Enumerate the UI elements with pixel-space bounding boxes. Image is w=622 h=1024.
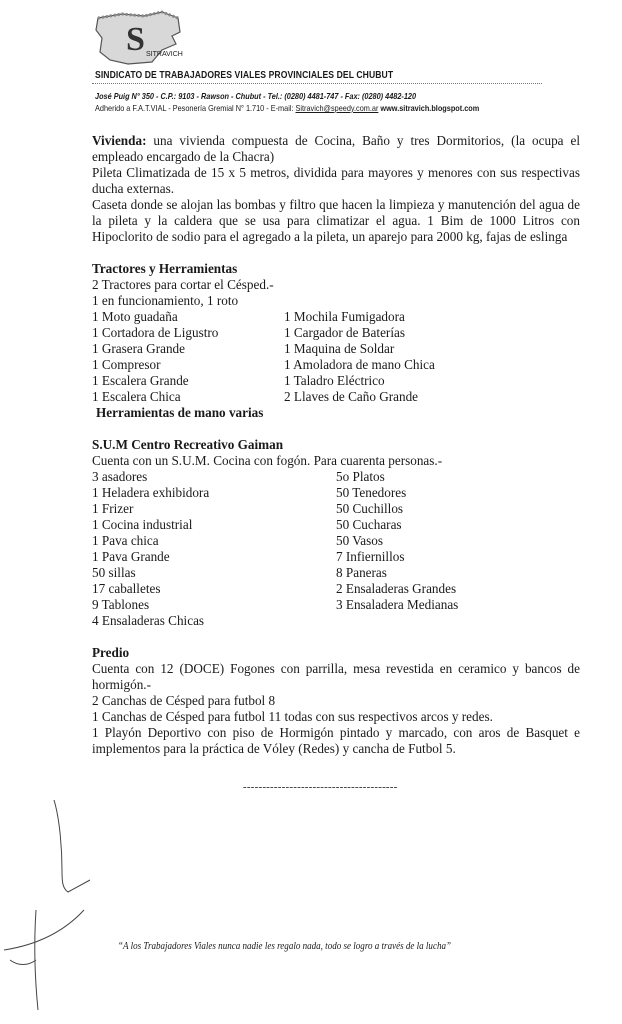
hand-tools-heading: Herramientas de mano varias <box>96 405 264 420</box>
inventory-row <box>92 533 580 549</box>
tool-row <box>92 325 580 341</box>
tool-row <box>92 341 580 357</box>
tool-row <box>92 389 580 405</box>
inventory-row <box>92 581 580 597</box>
tool-row-right: 1 Amoladora de mano Chica <box>284 357 435 372</box>
header-divider <box>92 83 542 84</box>
tractores-line: 2 Tractores para cortar el Césped.- <box>92 277 274 292</box>
adherido-text: Adherido a F.A.T.VIAL - Pesonería Gremial N° 1.710 - E-mail: <box>95 103 294 113</box>
tractores-status: 1 en funcionamiento, 1 roto <box>92 293 239 308</box>
inventory-row-right: 50 Cuchillos <box>336 501 404 516</box>
inventory-row-right: 5o Platos <box>336 469 385 484</box>
fogones-paragraph: Cuenta con 12 (DOCE) Fogones con parrilla, mesa revestida en ceramico y bancos de hormigón.- <box>92 661 580 692</box>
signature-icon <box>0 760 140 1024</box>
tool-row-left: 1 Grasera Grande <box>92 341 185 356</box>
inventory-row-left: 3 asadores <box>92 469 148 484</box>
inventory-row <box>92 565 580 581</box>
inventory-row-right: 7 Infiernillos <box>336 549 405 564</box>
tool-row-left: 1 Moto guadaña <box>92 309 178 324</box>
tool-row-right: 2 Llaves de Caño Grande <box>284 389 419 404</box>
pileta-paragraph: Pileta Climatizada de 15 x 5 metros, dividida para mayores y menores con sus respectivas ducha externas. <box>92 165 580 196</box>
logo-letter: S <box>126 21 145 58</box>
inventory-row-right: 2 Ensaladeras Grandes <box>336 581 457 596</box>
inventory-row-left: 17 caballetes <box>92 581 161 596</box>
inventory-row-left: 9 Tablones <box>92 597 150 612</box>
inventory-row <box>92 469 580 485</box>
sum-heading: S.U.M Centro Recreativo Gaiman <box>92 437 284 452</box>
union-motto: “A los Trabajadores Viales nunca nadie les regalo nada, todo se logro a través de la lucha” <box>118 941 452 952</box>
tool-row-left: 1 Escalera Grande <box>92 373 189 388</box>
tractores-heading: Tractores y Herramientas <box>92 261 238 276</box>
tool-row-left: 1 Escalera Chica <box>92 389 181 404</box>
document-body <box>92 133 580 757</box>
union-logo <box>92 10 184 70</box>
tools-list <box>92 309 580 405</box>
tool-row-right: 1 Taladro Eléctrico <box>284 373 385 388</box>
inventory-row-left: 50 sillas <box>92 565 136 580</box>
email-link[interactable]: Sitravich@speedy.com.ar <box>295 103 379 113</box>
inventory-row <box>92 517 580 533</box>
vivienda-text: una vivienda compuesta de Cocina, Baño y tres Dormitorios, (la ocupa el empleado encargado de la Chacra) <box>92 133 580 164</box>
inventory-row <box>92 597 580 613</box>
vivienda-paragraph <box>92 133 580 165</box>
tool-row <box>92 309 580 325</box>
inventory-row-left: 1 Frizer <box>92 501 134 516</box>
chubut-map-logo-icon <box>92 10 184 70</box>
canchas-8-line: 2 Canchas de Césped para futbol 8 <box>92 693 276 708</box>
inventory-row-right: 50 Tenedores <box>336 485 407 500</box>
tool-row-right: 1 Cargador de Baterías <box>284 325 405 340</box>
inventory-row <box>92 485 580 501</box>
sum-inventory-list <box>92 469 580 629</box>
inventory-row-left: 1 Cocina industrial <box>92 517 193 532</box>
inventory-row-right: 50 Vasos <box>336 533 384 548</box>
tool-row-left: 1 Cortadora de Ligustro <box>92 325 219 340</box>
inventory-row-right: 3 Ensaladera Medianas <box>336 597 459 612</box>
tool-row <box>92 357 580 373</box>
inventory-row <box>92 549 580 565</box>
inventory-row-left: 1 Heladera exhibidora <box>92 485 210 500</box>
inventory-row <box>92 613 580 629</box>
inventory-row <box>92 501 580 517</box>
organization-name: SINDICATO DE TRABAJADORES VIALES PROVINCIALES DEL CHUBUT <box>95 70 394 81</box>
tool-row-right: 1 Maquina de Soldar <box>284 341 395 356</box>
playon-paragraph: 1 Playón Deportivo con piso de Hormigón pintado y marcado, con aros de Basquet e implementos para la práctica de Vóley (Redes) y cancha de Futbol 5. <box>92 725 580 756</box>
inventory-row-left: 1 Pava Grande <box>92 549 170 564</box>
logo-caption: SITRAVICH <box>146 51 183 58</box>
caseta-paragraph: Caseta donde se alojan las bombas y filtro que hacen la limpieza y manutención del agua de la pileta y la caldera que se usa para climatizar el agua. 1 Bim de 1000 Litros con Hipoclorito de sodio para el agregado a la pileta, un aparejo para 2000 kg, fajas de eslinga <box>92 197 580 244</box>
adherido-line <box>95 103 479 113</box>
inventory-row-right: 8 Paneras <box>336 565 387 580</box>
address-line: José Puig N° 350 - C.P.: 9103 - Rawson - Chubut - Tel.: (0280) 4481-747 - Fax: (0280) 4482-120 <box>95 91 417 101</box>
tool-row-left: 1 Compresor <box>92 357 161 372</box>
inventory-row-left: 1 Pava chica <box>92 533 159 548</box>
inventory-row-right: 50 Cucharas <box>336 517 402 532</box>
tool-row-right: 1 Mochila Fumigadora <box>284 309 405 324</box>
sum-intro: Cuenta con un S.U.M. Cocina con fogón. Para cuarenta personas.- <box>92 453 443 468</box>
canchas-11-line: 1 Canchas de Césped para futbol 11 todas con sus respectivos arcos y redes. <box>92 709 493 724</box>
predio-heading: Predio <box>92 645 130 660</box>
tool-row <box>92 373 580 389</box>
vivienda-label: Vivienda: <box>92 133 147 148</box>
website-link[interactable]: www.sitravich.blogspot.com <box>380 103 480 113</box>
separator-line: ---------------------------------------- <box>243 781 398 793</box>
inventory-row-left: 4 Ensaladeras Chicas <box>92 613 205 628</box>
